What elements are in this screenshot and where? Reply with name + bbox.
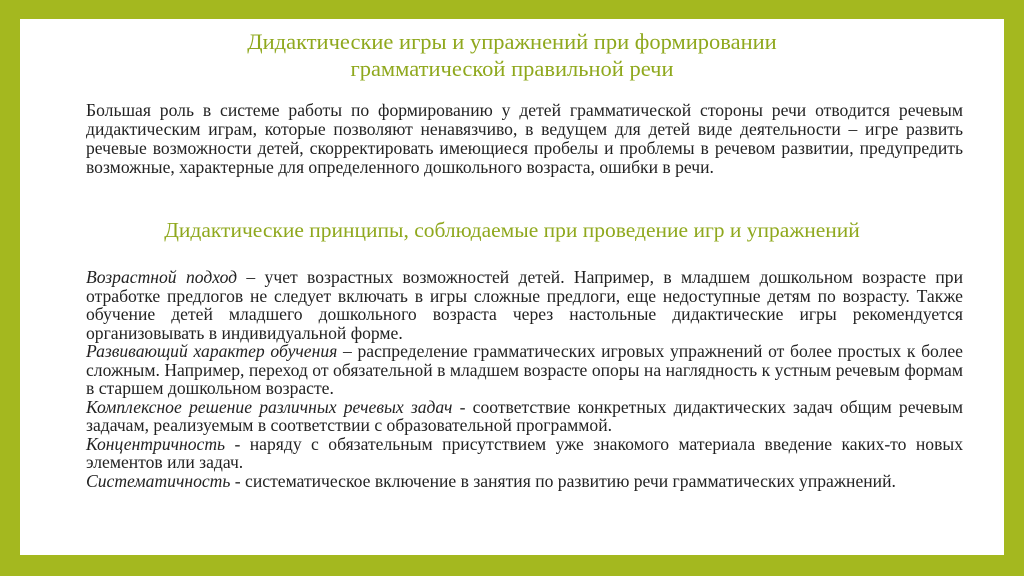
principle-text: – распределение грамматических игровых упражнений от более простых к более сложным. Например, переход от обязательной в младшем возрасте опоры на наглядность к устным речевым формам в старшем дошкольном возрасте. — [86, 341, 963, 398]
principle-developmental-learning — [86, 342, 963, 398]
principle-term: Комплексное решение различных речевых задач — [86, 396, 453, 417]
intro-paragraph: Большая роль в системе работы по формированию у детей грамматической стороны речи отводится речевым дидактическим играм, которые позволяют ненавязчиво, в ведущем для детей виде деятельности – игре развить речевые возможности детей, скорректировать имеющиеся пробелы и проблемы в речевом развитии, предупредить возможные, характерные для определенного дошкольного возраста, ошибки в речи. — [86, 100, 963, 177]
principle-age-approach — [86, 268, 963, 342]
principle-term: Систематичность — [86, 470, 231, 491]
principle-term: Развивающий характер обучения — [86, 341, 338, 361]
principle-text: - соответствие конкретных дидактических задач общим речевым задачам, реализуемым в соответствии с образовательной программой. — [86, 396, 963, 435]
slide-title-line-1: Дидактические игры и упражнений при формировании — [247, 29, 777, 54]
principle-concentricity — [86, 435, 963, 472]
slide-title — [20, 28, 1004, 82]
principle-systematicity — [86, 472, 963, 491]
principle-term: Возрастной подход — [86, 267, 238, 287]
principle-text: - систематическое включение в занятия по развитию речи грамматических упражнений. — [230, 470, 896, 491]
slide — [20, 19, 1004, 555]
principle-text: - наряду с обязательным присутствием уже знакомого материала введение каких-то новых элементов или задач. — [86, 433, 963, 472]
principles-heading: Дидактические принципы, соблюдаемые при проведение игр и упражнений — [164, 218, 860, 242]
principles-list — [86, 268, 963, 490]
principle-complex-solution — [86, 398, 963, 435]
principle-term: Концентричность — [86, 433, 226, 454]
slide-title-line-2: грамматической правильной речи — [350, 56, 674, 81]
principle-text: – учет возрастных возможностей детей. Например, в младшем дошкольном возрасте при отработке предлогов не следует включать в игры сложные предлоги, еще недоступные детям по возрасту. Также обучение детей младшего дошкольного возраста через настольные дидактические игры рекомендуется организовывать в индивидуальной форме. — [86, 267, 963, 343]
